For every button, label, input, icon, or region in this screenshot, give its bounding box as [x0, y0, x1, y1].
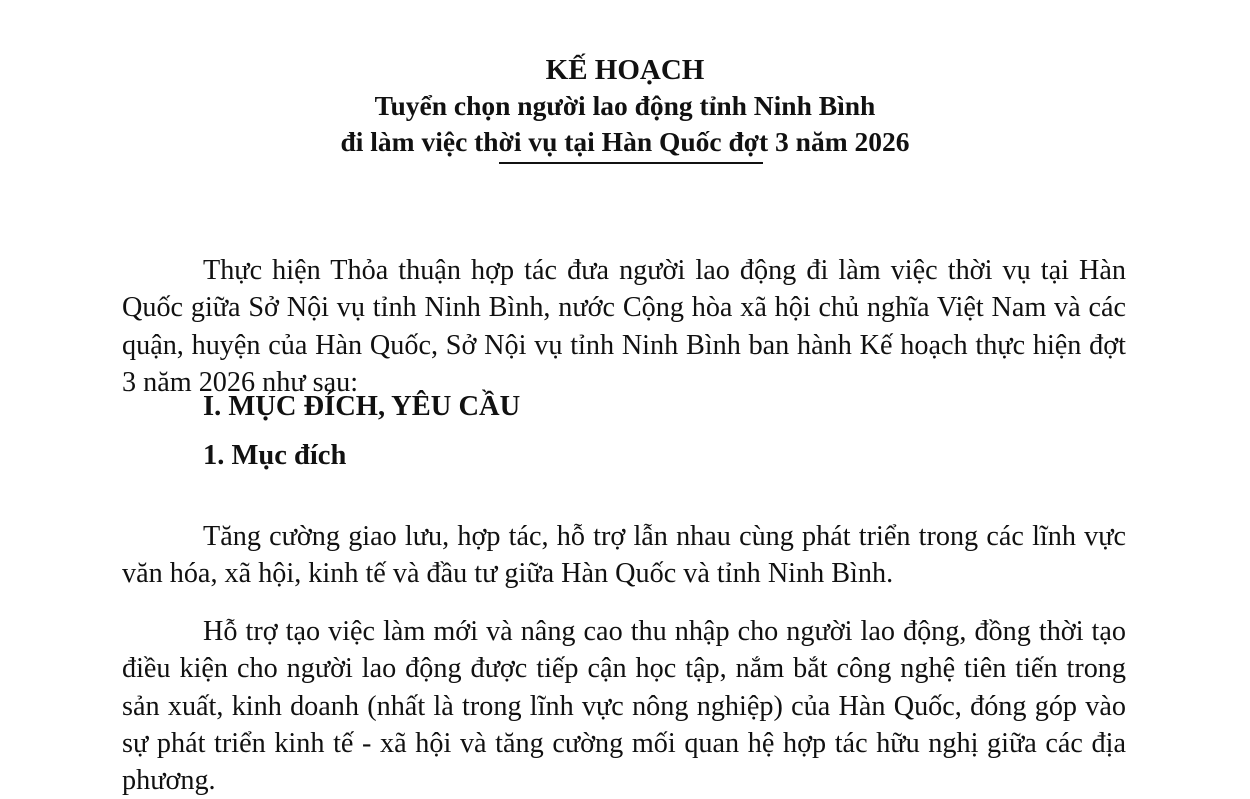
title-underline-rule — [499, 162, 763, 164]
subsection-heading: 1. Mục đích — [203, 440, 347, 471]
document-title: KẾ HOẠCH — [545, 54, 705, 86]
document-header — [0, 52, 1250, 160]
intro-paragraph: Thực hiện Thỏa thuận hợp tác đưa người lao động đi làm việc thời vụ tại Hàn Quốc giữa Sở Nội vụ tỉnh Ninh Bình, nước Cộng hòa xã hội chủ nghĩa Việt Nam và các quận, huyện của Hàn Quốc, Sở Nội vụ tỉnh Ninh Bình ban hành Kế hoạch thực hiện đợt 3 năm 2026 như sau: — [122, 255, 1126, 398]
document-subtitle-line-2: đi làm việc thời vụ tại Hàn Quốc đợt 3 năm 2026 — [340, 126, 910, 157]
purpose-paragraph-2: Hỗ trợ tạo việc làm mới và nâng cao thu nhập cho người lao động, đồng thời tạo điều kiện cho người lao động được tiếp cận học tập, nắm bắt công nghệ tiên tiến trong sản xuất, kinh doanh (nhất là trong lĩnh vực nông nghiệp) của Hàn Quốc, đóng góp vào sự phát triển kinh tế - xã hội và tăng cường mối quan hệ hợp tác hữu nghị giữa các địa phương. — [122, 616, 1126, 796]
section-heading: I. MỤC ĐÍCH, YÊU CẦU — [203, 391, 521, 422]
purpose-paragraph-1: Tăng cường giao lưu, hợp tác, hỗ trợ lẫn nhau cùng phát triển trong các lĩnh vực văn hóa, xã hội, kinh tế và đầu tư giữa Hàn Quốc và tỉnh Ninh Bình. — [122, 521, 1126, 590]
document-subtitle-line-1: Tuyển chọn người lao động tỉnh Ninh Bình — [374, 90, 876, 121]
